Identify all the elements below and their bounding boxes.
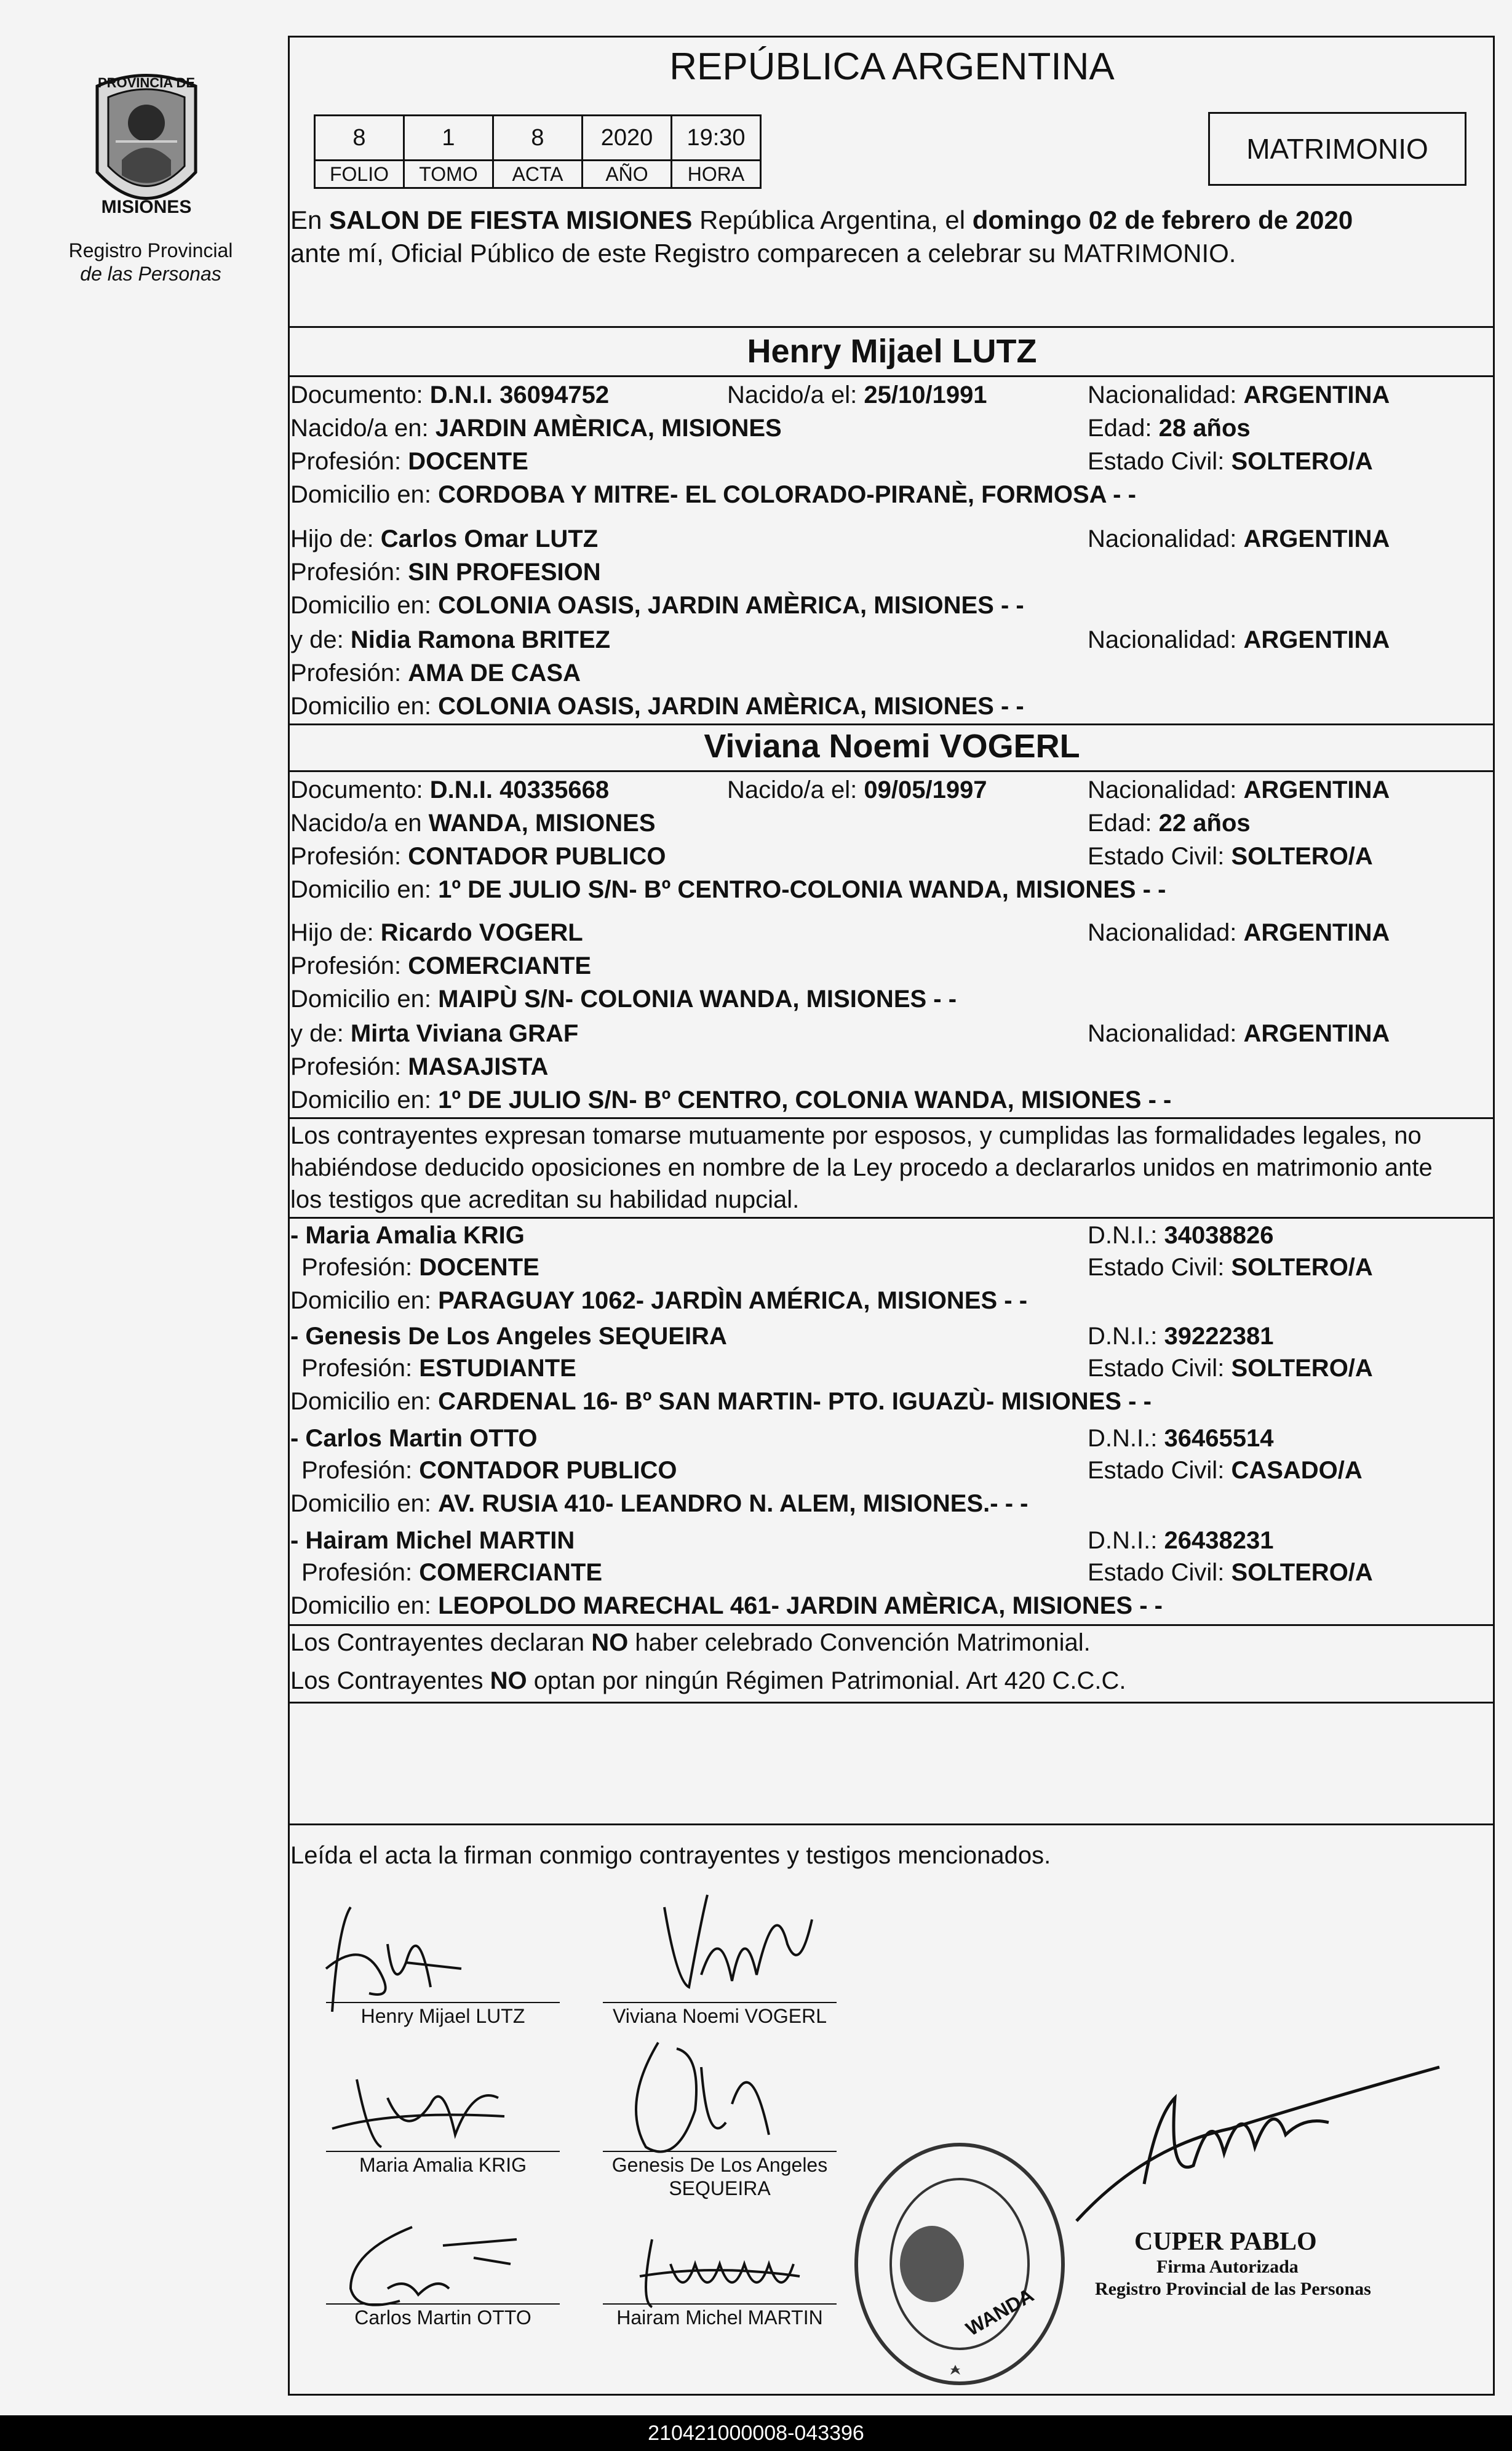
wanda-delegation-stamp bbox=[852, 2141, 1067, 2387]
bride-mother: y de: Mirta Viviana GRAF bbox=[290, 1020, 579, 1047]
intro-line-2: ante mí, Oficial Público de este Registro comparecen a celebrar su MATRIMONIO. bbox=[290, 239, 1236, 268]
bride-birthplace: Nacido/a en WANDA, MISIONES bbox=[290, 810, 656, 837]
witness-1-civil-status: Estado Civil: SOLTERO/A bbox=[1088, 1254, 1373, 1281]
divider bbox=[289, 326, 1495, 328]
signature-line bbox=[326, 2002, 560, 2003]
bride-profession: Profesión: CONTADOR PUBLICO bbox=[290, 843, 666, 870]
groom-civil-status: Estado Civil: SOLTERO/A bbox=[1088, 448, 1373, 475]
witness-1-signature bbox=[320, 2061, 517, 2159]
witness-2-signature-label-2: SEQUEIRA bbox=[669, 2177, 771, 2199]
seal-bottom-text: MISIONES bbox=[101, 197, 192, 217]
witness-3-dni: D.N.I.: 36465514 bbox=[1088, 1425, 1274, 1452]
groom-mother-address: Domicilio en: COLONIA OASIS, JARDIN AMÈRICA, MISIONES - - bbox=[290, 693, 1024, 720]
bride-nationality: Nacionalidad: ARGENTINA bbox=[1088, 776, 1390, 803]
acta-label: ACTA bbox=[493, 161, 583, 188]
bride-documento: Documento: D.N.I. 40335668 bbox=[290, 776, 610, 803]
groom-mother-profession: Profesión: AMA DE CASA bbox=[290, 660, 581, 687]
hora-value: 19:30 bbox=[672, 116, 761, 161]
bride-mother-profession: Profesión: MASAJISTA bbox=[290, 1053, 549, 1080]
stamp-ring-text bbox=[852, 2141, 853, 2142]
signature-line bbox=[603, 2151, 837, 2152]
witness-3-address: Domicilio en: AV. RUSIA 410- LEANDRO N. ALEM, MISIONES.- - - bbox=[290, 1490, 1029, 1517]
ano-label: AÑO bbox=[583, 161, 672, 188]
witness-2-name: - Genesis De Los Angeles SEQUEIRA bbox=[290, 1323, 727, 1350]
bride-age: Edad: 22 años bbox=[1088, 810, 1251, 837]
declaration-line-3: los testigos que acreditan su habilidad nupcial. bbox=[290, 1186, 800, 1213]
groom-signature-label: Henry Mijael LUTZ bbox=[360, 2005, 525, 2027]
signature-line bbox=[603, 2303, 837, 2305]
bride-father-profession: Profesión: COMERCIANTE bbox=[290, 952, 592, 979]
declaration-line-1: Los contrayentes expresan tomarse mutuamente por esposos, y cumplidas las formalidades legales, no bbox=[290, 1122, 1422, 1149]
bride-signature-label: Viviana Noemi VOGERL bbox=[613, 2005, 827, 2027]
declaration-line-2: habiéndose deducido oposiciones en nombre de la Ley procedo a declararlos unidos en matrimonio ante bbox=[290, 1154, 1433, 1181]
groom-nationality: Nacionalidad: ARGENTINA bbox=[1088, 381, 1390, 408]
witness-4-signature bbox=[621, 2227, 806, 2313]
bride-mother-address: Domicilio en: 1º DE JULIO S/N- Bº CENTRO, COLONIA WANDA, MISIONES - - bbox=[290, 1086, 1172, 1114]
witness-2-signature-label-1: Genesis De Los Angeles bbox=[611, 2154, 828, 2176]
country-title: REPÚBLICA ARGENTINA bbox=[669, 46, 1115, 88]
bride-father-nationality: Nacionalidad: ARGENTINA bbox=[1088, 919, 1390, 946]
official-org: Registro Provincial de las Personas bbox=[1095, 2279, 1371, 2299]
groom-mother: y de: Nidia Ramona BRITEZ bbox=[290, 626, 611, 653]
divider bbox=[289, 1624, 1495, 1626]
witness-3-signature bbox=[332, 2215, 529, 2313]
witness-4-civil-status: Estado Civil: SOLTERO/A bbox=[1088, 1559, 1373, 1586]
groom-age: Edad: 28 años bbox=[1088, 415, 1251, 442]
divider bbox=[289, 1823, 1495, 1825]
bride-mother-nationality: Nacionalidad: ARGENTINA bbox=[1088, 1020, 1390, 1047]
bride-civil-status: Estado Civil: SOLTERO/A bbox=[1088, 843, 1373, 870]
witness-2-dni: D.N.I.: 39222381 bbox=[1088, 1323, 1274, 1350]
groom-birthdate: Nacido/a el: 25/10/1991 bbox=[727, 381, 987, 408]
groom-father-profession: Profesión: SIN PROFESION bbox=[290, 559, 601, 586]
witness-2-address: Domicilio en: CARDENAL 16- Bº SAN MARTIN- PTO. IGUAZÙ- MISIONES - - bbox=[290, 1388, 1152, 1415]
groom-father: Hijo de: Carlos Omar LUTZ bbox=[290, 525, 599, 552]
witness-3-civil-status: Estado Civil: CASADO/A bbox=[1088, 1457, 1363, 1484]
footer-bar bbox=[0, 2415, 1512, 2451]
groom-birthplace: Nacido/a en: JARDIN AMÈRICA, MISIONES bbox=[290, 415, 782, 442]
stamp-center-text: WANDA bbox=[961, 2284, 1038, 2340]
convention-line-2: Los Contrayentes NO optan por ningún Régimen Patrimonial. Art 420 C.C.C. bbox=[290, 1667, 1126, 1694]
witness-3-signature-label: Carlos Martin OTTO bbox=[354, 2306, 531, 2329]
folio-value: 8 bbox=[315, 116, 404, 161]
witness-4-address: Domicilio en: LEOPOLDO MARECHAL 461- JARDIN AMÈRICA, MISIONES - - bbox=[290, 1592, 1163, 1619]
groom-mother-nationality: Nacionalidad: ARGENTINA bbox=[1088, 626, 1390, 653]
folio-label: FOLIO bbox=[315, 161, 404, 188]
witness-4-profession: Profesión: COMERCIANTE bbox=[301, 1559, 603, 1586]
divider bbox=[289, 375, 1495, 377]
footer-code: 210421000008-043396 bbox=[648, 2421, 864, 2445]
witness-3-profession: Profesión: CONTADOR PUBLICO bbox=[301, 1457, 677, 1484]
official-title: Firma Autorizada bbox=[1156, 2257, 1299, 2277]
ano-value: 2020 bbox=[583, 116, 672, 161]
witness-3-name: - Carlos Martin OTTO bbox=[290, 1425, 538, 1452]
witness-4-name: - Hairam Michel MARTIN bbox=[290, 1527, 575, 1554]
hora-label: HORA bbox=[672, 161, 761, 188]
bride-father-address: Domicilio en: MAIPÙ S/N- COLONIA WANDA, MISIONES - - bbox=[290, 986, 957, 1013]
official-name: CUPER PABLO bbox=[1134, 2228, 1317, 2256]
signature-line bbox=[603, 2002, 837, 2003]
witness-1-address: Domicilio en: PARAGUAY 1062- JARDÌN AMÉRICA, MISIONES - - bbox=[290, 1287, 1028, 1314]
tomo-value: 1 bbox=[404, 116, 493, 161]
convention-line-1: Los Contrayentes declaran NO haber celebrado Convención Matrimonial. bbox=[290, 1629, 1091, 1656]
witness-2-signature bbox=[609, 2030, 781, 2166]
registry-line-2: de las Personas bbox=[80, 263, 221, 285]
closing-statement: Leída el acta la firman conmigo contrayentes y testigos mencionados. bbox=[290, 1842, 1051, 1869]
acta-value: 8 bbox=[493, 116, 583, 161]
registry-line-1: Registro Provincial bbox=[68, 239, 233, 261]
groom-address: Domicilio en: CORDOBA Y MITRE- EL COLORADO-PIRANÈ, FORMOSA - - bbox=[290, 481, 1136, 508]
witness-4-signature-label: Hairam Michel MARTIN bbox=[616, 2306, 823, 2329]
witness-1-name: - Maria Amalia KRIG bbox=[290, 1222, 525, 1249]
signature-line bbox=[326, 2303, 560, 2305]
signature-line bbox=[326, 2151, 560, 2152]
bride-name-title: Viviana Noemi VOGERL bbox=[704, 728, 1080, 765]
groom-name-title: Henry Mijael LUTZ bbox=[747, 333, 1037, 370]
groom-father-nationality: Nacionalidad: ARGENTINA bbox=[1088, 525, 1390, 552]
witness-1-signature-label: Maria Amalia KRIG bbox=[359, 2154, 527, 2176]
divider bbox=[289, 1217, 1495, 1219]
divider bbox=[289, 723, 1495, 725]
witness-1-dni: D.N.I.: 34038826 bbox=[1088, 1222, 1274, 1249]
groom-father-address: Domicilio en: COLONIA OASIS, JARDIN AMÈRICA, MISIONES - - bbox=[290, 592, 1024, 619]
divider bbox=[289, 1117, 1495, 1119]
record-reference-table bbox=[314, 114, 762, 189]
bride-signature bbox=[640, 1883, 824, 2006]
witness-4-dni: D.N.I.: 26438231 bbox=[1088, 1527, 1274, 1554]
bride-birthdate: Nacido/a el: 09/05/1997 bbox=[727, 776, 987, 803]
witness-2-profession: Profesión: ESTUDIANTE bbox=[301, 1355, 576, 1382]
witness-2-civil-status: Estado Civil: SOLTERO/A bbox=[1088, 1355, 1373, 1382]
bride-father: Hijo de: Ricardo VOGERL bbox=[290, 919, 583, 946]
divider bbox=[289, 770, 1495, 772]
record-type-box: MATRIMONIO bbox=[1208, 112, 1466, 186]
witness-1-profession: Profesión: DOCENTE bbox=[301, 1254, 539, 1281]
tomo-label: TOMO bbox=[404, 161, 493, 188]
official-signature bbox=[1070, 2061, 1452, 2239]
groom-profession: Profesión: DOCENTE bbox=[290, 448, 528, 475]
divider bbox=[289, 1702, 1495, 1704]
seal-top-text: PROVINCIA DE bbox=[97, 75, 196, 90]
bride-address: Domicilio en: 1º DE JULIO S/N- Bº CENTRO-COLONIA WANDA, MISIONES - - bbox=[290, 876, 1166, 903]
stamp-icon bbox=[852, 2141, 1067, 2387]
groom-documento: Documento: D.N.I. 36094752 bbox=[290, 381, 610, 408]
intro-line-1: En SALON DE FIESTA MISIONES República Argentina, el domingo 02 de febrero de 2020 bbox=[290, 205, 1353, 234]
